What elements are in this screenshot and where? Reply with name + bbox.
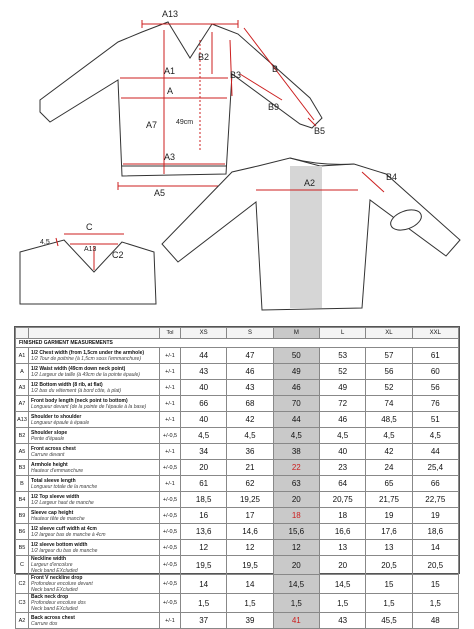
row-description-main: 1/2 Bottom width (8 rib, at flat) bbox=[31, 381, 103, 388]
table-row bbox=[16, 575, 459, 594]
header-tol: Tol bbox=[160, 328, 181, 339]
row-value-s: 1,5 bbox=[227, 594, 273, 613]
row-value-xxl: 44 bbox=[412, 444, 458, 460]
label-a1: A1 bbox=[164, 66, 176, 76]
row-value-s: 21 bbox=[227, 460, 273, 476]
row-value-xl: 65 bbox=[366, 476, 412, 492]
label-b9: B9 bbox=[268, 102, 280, 112]
row-value-m: 63 bbox=[273, 476, 319, 492]
table-row bbox=[16, 460, 459, 476]
row-value-m: 22 bbox=[273, 460, 319, 476]
row-value-l: 1,5 bbox=[319, 594, 365, 613]
row-code: B2 bbox=[16, 428, 29, 444]
row-code: B9 bbox=[16, 508, 29, 524]
row-value-m: 50 bbox=[273, 348, 319, 364]
row-value-xl: 52 bbox=[366, 380, 412, 396]
row-tolerance: +/-1 bbox=[160, 444, 181, 460]
label-a3: A3 bbox=[164, 152, 176, 162]
row-value-xxl: 61 bbox=[412, 348, 458, 364]
label-a7: A7 bbox=[146, 120, 158, 130]
row-value-m: 14,5 bbox=[273, 575, 319, 594]
row-value-l: 4,5 bbox=[319, 428, 365, 444]
row-value-xl: 24 bbox=[366, 460, 412, 476]
row-value-xs: 19,5 bbox=[181, 556, 227, 575]
row-description bbox=[29, 428, 160, 444]
label-a5: A5 bbox=[154, 188, 166, 198]
row-tolerance: +/-1 bbox=[160, 412, 181, 428]
row-value-l: 20,75 bbox=[319, 492, 365, 508]
row-description bbox=[29, 594, 160, 613]
row-value-l: 40 bbox=[319, 444, 365, 460]
row-value-xxl: 25,4 bbox=[412, 460, 458, 476]
row-value-m: 20 bbox=[273, 556, 319, 575]
row-value-xs: 13,6 bbox=[181, 524, 227, 540]
row-value-xl: 21,75 bbox=[366, 492, 412, 508]
row-value-xs: 40 bbox=[181, 380, 227, 396]
row-value-l: 14,5 bbox=[319, 575, 365, 594]
row-description-sub: Longueur épaule à épaule bbox=[31, 419, 90, 426]
row-description-main: Back neck drop bbox=[31, 594, 69, 600]
row-value-xs: 18,5 bbox=[181, 492, 227, 508]
row-value-l: 16,6 bbox=[319, 524, 365, 540]
row-description-main: Shoulder slope bbox=[31, 429, 68, 436]
row-value-xxl: 20,5 bbox=[412, 556, 458, 575]
row-tolerance: +/-0,5 bbox=[160, 508, 181, 524]
table-row bbox=[16, 613, 459, 629]
table-row bbox=[16, 380, 459, 396]
row-description bbox=[29, 613, 160, 629]
row-description-main: 1/2 Top sleeve width bbox=[31, 493, 80, 500]
neckline-detail-drawing bbox=[20, 222, 156, 304]
row-value-xxl: 60 bbox=[412, 364, 458, 380]
row-value-s: 47 bbox=[227, 348, 273, 364]
row-value-xl: 13 bbox=[366, 540, 412, 556]
row-description bbox=[29, 540, 160, 556]
row-description bbox=[29, 364, 160, 380]
row-description-sub: 1/2 bas du vêtement (à bord côte, à plat) bbox=[31, 387, 122, 394]
row-value-s: 14,6 bbox=[227, 524, 273, 540]
row-code: C bbox=[16, 556, 29, 575]
label-c2: C2 bbox=[112, 250, 124, 260]
row-value-xl: 45,5 bbox=[366, 613, 412, 629]
row-value-s: 43 bbox=[227, 380, 273, 396]
row-description-main: Back across chest bbox=[31, 614, 75, 621]
row-value-xl: 15 bbox=[366, 575, 412, 594]
row-value-l: 53 bbox=[319, 348, 365, 364]
table-row bbox=[16, 348, 459, 364]
row-value-s: 4,5 bbox=[227, 428, 273, 444]
row-description-note: Neck band EXcluded bbox=[31, 587, 78, 593]
row-value-m: 12 bbox=[273, 540, 319, 556]
row-value-s: 62 bbox=[227, 476, 273, 492]
row-description-main: Front V neckline drop bbox=[31, 575, 83, 581]
label-c: C bbox=[86, 222, 93, 232]
row-value-m: 20 bbox=[273, 492, 319, 508]
row-description bbox=[29, 575, 160, 594]
row-value-s: 39 bbox=[227, 613, 273, 629]
row-value-m: 1,5 bbox=[273, 594, 319, 613]
row-value-xs: 44 bbox=[181, 348, 227, 364]
row-value-xl: 56 bbox=[366, 364, 412, 380]
row-description-main: Sleeve cap height bbox=[31, 509, 74, 516]
back-view-drawing bbox=[162, 158, 460, 310]
label-b2: B2 bbox=[198, 52, 210, 62]
row-value-xxl: 18,6 bbox=[412, 524, 458, 540]
row-value-l: 18 bbox=[319, 508, 365, 524]
table-row bbox=[16, 594, 459, 613]
row-value-xxl: 15 bbox=[412, 575, 458, 594]
row-value-xl: 19 bbox=[366, 508, 412, 524]
row-value-xxl: 66 bbox=[412, 476, 458, 492]
row-tolerance: +/-1 bbox=[160, 476, 181, 492]
header-size-xl: XL bbox=[366, 328, 412, 339]
row-description-main: Total sleeve length bbox=[31, 477, 76, 484]
row-value-l: 46 bbox=[319, 412, 365, 428]
row-description bbox=[29, 380, 160, 396]
label-b5: B5 bbox=[314, 126, 326, 136]
row-tolerance: +/-0,5 bbox=[160, 575, 181, 594]
row-value-xs: 43 bbox=[181, 364, 227, 380]
table-body bbox=[16, 339, 459, 629]
row-code: C3 bbox=[16, 594, 29, 613]
row-code: A5 bbox=[16, 444, 29, 460]
measurement-table bbox=[15, 327, 459, 629]
row-code: B4 bbox=[16, 492, 29, 508]
row-value-l: 23 bbox=[319, 460, 365, 476]
row-value-l: 64 bbox=[319, 476, 365, 492]
row-tolerance: +/-1 bbox=[160, 380, 181, 396]
row-value-xs: 66 bbox=[181, 396, 227, 412]
row-value-s: 36 bbox=[227, 444, 273, 460]
row-description-sub: Hauteur d'emmanchure bbox=[31, 467, 84, 474]
header-description bbox=[29, 328, 160, 339]
row-value-s: 17 bbox=[227, 508, 273, 524]
row-description-sub: 1/2 Tour de poitrine (à 1,5cm sous l'emmanchure) bbox=[31, 355, 141, 362]
row-description-sub: Pente d'épaule bbox=[31, 435, 65, 442]
row-code: A1 bbox=[16, 348, 29, 364]
table-row bbox=[16, 396, 459, 412]
row-tolerance: +/-0,5 bbox=[160, 594, 181, 613]
row-value-xxl: 51 bbox=[412, 412, 458, 428]
label-c-45: 4,5 bbox=[40, 239, 50, 246]
row-value-m: 18 bbox=[273, 508, 319, 524]
row-value-xs: 12 bbox=[181, 540, 227, 556]
table-title-row bbox=[16, 339, 459, 348]
row-value-xl: 57 bbox=[366, 348, 412, 364]
table-row bbox=[16, 508, 459, 524]
row-description-main: Front across chest bbox=[31, 445, 76, 452]
row-tolerance: +/-0,5 bbox=[160, 428, 181, 444]
row-description bbox=[29, 508, 160, 524]
row-value-m: 4,5 bbox=[273, 428, 319, 444]
table-row bbox=[16, 524, 459, 540]
row-value-xs: 14 bbox=[181, 575, 227, 594]
label-b3: B3 bbox=[230, 70, 242, 80]
header-size-l: L bbox=[319, 328, 365, 339]
label-a: A bbox=[167, 86, 174, 96]
row-description-note: Neck band EXcluded bbox=[31, 568, 78, 574]
row-value-xs: 61 bbox=[181, 476, 227, 492]
row-description bbox=[29, 396, 160, 412]
label-c-a13: A13 bbox=[84, 246, 97, 253]
row-code: B6 bbox=[16, 524, 29, 540]
row-description-sub: Hauteur tête de manche bbox=[31, 515, 85, 522]
label-b4: B4 bbox=[386, 172, 398, 182]
row-description-sub: 1/2 largeur bas de manche à 4cm bbox=[31, 531, 106, 538]
header-size-m: M bbox=[273, 328, 319, 339]
row-description bbox=[29, 444, 160, 460]
row-code: A bbox=[16, 364, 29, 380]
header-size-xxl: XXL bbox=[412, 328, 458, 339]
row-value-s: 68 bbox=[227, 396, 273, 412]
row-value-xl: 1,5 bbox=[366, 594, 412, 613]
row-code: B bbox=[16, 476, 29, 492]
row-value-xl: 20,5 bbox=[366, 556, 412, 575]
row-code: A3 bbox=[16, 380, 29, 396]
row-value-xl: 17,6 bbox=[366, 524, 412, 540]
table-header-row bbox=[16, 328, 459, 339]
row-description-main: 1/2 sleeve bottom width bbox=[31, 541, 88, 548]
row-description-sub: Longueur devant (de la pointe de l'épaule à la base) bbox=[31, 403, 147, 410]
label-49cm: 49cm bbox=[176, 119, 194, 126]
row-value-xs: 16 bbox=[181, 508, 227, 524]
row-tolerance: +/-0,5 bbox=[160, 556, 181, 575]
label-a2: A2 bbox=[304, 178, 316, 188]
header-size-s: S bbox=[227, 328, 273, 339]
row-description bbox=[29, 492, 160, 508]
row-value-xs: 4,5 bbox=[181, 428, 227, 444]
row-value-l: 43 bbox=[319, 613, 365, 629]
row-value-m: 44 bbox=[273, 412, 319, 428]
row-description bbox=[29, 412, 160, 428]
row-value-xxl: 1,5 bbox=[412, 594, 458, 613]
row-value-m: 38 bbox=[273, 444, 319, 460]
row-tolerance: +/-0,5 bbox=[160, 540, 181, 556]
row-description-main: 1/2 Waist width (49cm down neck point) bbox=[31, 365, 126, 372]
row-tolerance: +/-1 bbox=[160, 364, 181, 380]
row-description bbox=[29, 556, 160, 575]
row-tolerance: +/-1 bbox=[160, 396, 181, 412]
label-a13: A13 bbox=[162, 9, 179, 19]
row-value-xl: 4,5 bbox=[366, 428, 412, 444]
row-value-xl: 74 bbox=[366, 396, 412, 412]
row-code: A2 bbox=[16, 613, 29, 629]
row-value-s: 19,25 bbox=[227, 492, 273, 508]
row-tolerance: +/-1 bbox=[160, 348, 181, 364]
row-description-main: Armhole height bbox=[31, 461, 68, 468]
measurement-table-container bbox=[14, 326, 460, 627]
row-value-s: 19,5 bbox=[227, 556, 273, 575]
row-value-xxl: 4,5 bbox=[412, 428, 458, 444]
table-row bbox=[16, 492, 459, 508]
row-value-s: 12 bbox=[227, 540, 273, 556]
row-description-main: Front body length (neck point to bottom) bbox=[31, 397, 128, 404]
table-row bbox=[16, 412, 459, 428]
row-value-m: 70 bbox=[273, 396, 319, 412]
row-value-m: 49 bbox=[273, 364, 319, 380]
row-value-xxl: 56 bbox=[412, 380, 458, 396]
row-description-sub: Longueur totale de la manche bbox=[31, 483, 98, 490]
table-row bbox=[16, 540, 459, 556]
row-code: B3 bbox=[16, 460, 29, 476]
table-row bbox=[16, 556, 459, 575]
row-value-l: 72 bbox=[319, 396, 365, 412]
row-value-s: 42 bbox=[227, 412, 273, 428]
row-description-sub: Carrure dos bbox=[31, 620, 58, 627]
label-b: B bbox=[272, 64, 279, 74]
row-code: A13 bbox=[16, 412, 29, 428]
row-value-xs: 37 bbox=[181, 613, 227, 629]
row-code: C2 bbox=[16, 575, 29, 594]
row-description-main: Shoulder to shoulder bbox=[31, 413, 82, 420]
row-value-l: 49 bbox=[319, 380, 365, 396]
row-tolerance: +/-1 bbox=[160, 613, 181, 629]
row-value-xl: 42 bbox=[366, 444, 412, 460]
table-row bbox=[16, 428, 459, 444]
row-description-sub: Largeur d'encolure bbox=[31, 562, 73, 568]
row-description bbox=[29, 524, 160, 540]
row-description-sub: 1/2 Largeur de taille (à 49cm de la pointe épaule) bbox=[31, 371, 140, 378]
row-value-xs: 1,5 bbox=[181, 594, 227, 613]
row-code: A7 bbox=[16, 396, 29, 412]
row-value-xs: 20 bbox=[181, 460, 227, 476]
row-description-sub: 1/2 Largeur haut de manche bbox=[31, 499, 94, 506]
row-value-xxl: 19 bbox=[412, 508, 458, 524]
row-value-l: 20 bbox=[319, 556, 365, 575]
row-value-xs: 40 bbox=[181, 412, 227, 428]
row-description bbox=[29, 476, 160, 492]
row-description bbox=[29, 348, 160, 364]
row-value-m: 15,6 bbox=[273, 524, 319, 540]
row-value-xxl: 22,75 bbox=[412, 492, 458, 508]
row-description-main: Neckline width bbox=[31, 556, 67, 562]
row-tolerance: +/-0,5 bbox=[160, 492, 181, 508]
row-value-m: 41 bbox=[273, 613, 319, 629]
row-description-main: 1/2 Chest width (from 1,5cm under the armhole) bbox=[31, 349, 145, 356]
row-value-s: 46 bbox=[227, 364, 273, 380]
row-tolerance: +/-0,5 bbox=[160, 460, 181, 476]
row-description-sub: Profondeur encolure devant bbox=[31, 581, 93, 587]
table-title: FINISHED GARMENT MEASUREMENTS bbox=[16, 339, 459, 348]
row-value-l: 52 bbox=[319, 364, 365, 380]
row-value-xxl: 14 bbox=[412, 540, 458, 556]
row-value-l: 13 bbox=[319, 540, 365, 556]
table-row bbox=[16, 364, 459, 380]
row-value-s: 14 bbox=[227, 575, 273, 594]
header-size-xs: XS bbox=[181, 328, 227, 339]
row-code: B5 bbox=[16, 540, 29, 556]
row-value-xxl: 76 bbox=[412, 396, 458, 412]
row-value-xxl: 48 bbox=[412, 613, 458, 629]
row-description-note: Neck band EXcluded bbox=[31, 606, 78, 612]
row-description-sub: 1/2 largeur du bas de manche bbox=[31, 547, 98, 554]
row-description-main: 1/2 sleeve cuff width at 4cm bbox=[31, 525, 97, 532]
table-row bbox=[16, 444, 459, 460]
row-description-sub: Carrure devant bbox=[31, 451, 65, 458]
header-code bbox=[16, 328, 29, 339]
row-description-sub: Profondeur encolure dos bbox=[31, 600, 86, 606]
row-description bbox=[29, 460, 160, 476]
row-tolerance: +/-0,5 bbox=[160, 524, 181, 540]
row-value-xl: 48,5 bbox=[366, 412, 412, 428]
row-value-m: 46 bbox=[273, 380, 319, 396]
table-row bbox=[16, 476, 459, 492]
row-value-xs: 34 bbox=[181, 444, 227, 460]
